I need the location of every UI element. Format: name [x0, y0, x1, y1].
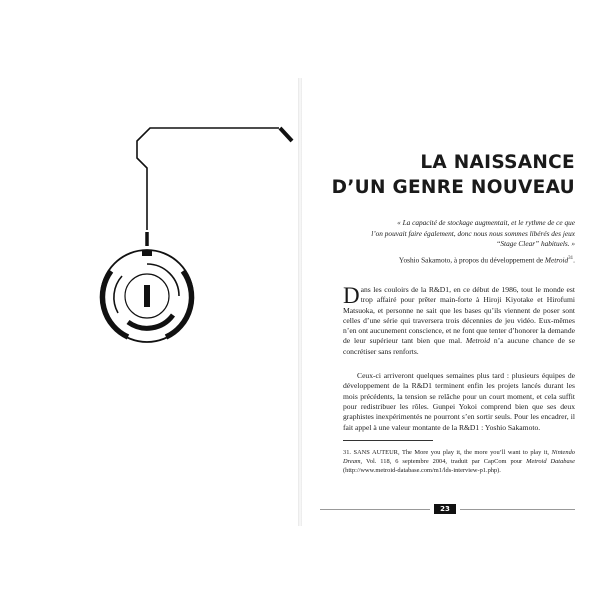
emblem-thick-arc [166, 271, 192, 337]
drop-cap: D [343, 283, 360, 308]
epigraph-quote [320, 218, 575, 250]
epigraph-attribution [320, 254, 575, 265]
page-number: 23 [434, 504, 456, 514]
emblem-notch [142, 250, 152, 256]
footnote-text: (http://www.metroid-database.com/m1/lds-interview-p1.php). [343, 467, 501, 474]
body-text [343, 285, 575, 433]
attribution-work: Metroid [544, 255, 569, 265]
footnote-text: , Vol. 118, 6 septembre 2004, traduit par CapCom pour [360, 458, 523, 465]
folio-rule-left [320, 509, 430, 510]
epigraph-line: “Stage Clear” habituels. » [496, 239, 575, 248]
book-gutter [298, 78, 302, 526]
footnote-number: 31 [343, 449, 350, 456]
chapter-title-line: D’UN GENRE NOUVEAU [331, 177, 575, 198]
paragraph-text: n’a aucune chance de se concrétiser sans renforts. [343, 336, 575, 356]
footnote-source: Nintendo Dream [343, 449, 575, 465]
emblem-arc [114, 276, 122, 313]
emblem-arc [147, 264, 179, 296]
chapter-title [320, 150, 575, 200]
attribution-end: . [573, 255, 575, 265]
paragraph [343, 285, 575, 357]
paragraph-text: ans les couloirs de la R&D1, en ce début de 1986, tout le monde est trop affairé pour prêter main-forte à Hiroji Kiyotake et Hirofumi Matsuoka, et personne ne sait que les bases qu’ils viennent de poser sont celles d’une série qui traversera trois décennies de jeu vidéo. Eux-mêmes n’en ont aucunement conscience, et ne font que tenter d’honorer la demande de leur supérieur tant bien que mal. [343, 285, 575, 346]
paragraph-work-title: Metroid [465, 336, 491, 346]
footnote-text: . SANS AUTEUR, The More you play it, the more you’ll want to play it, [349, 449, 550, 456]
circuit-line [280, 128, 292, 141]
attribution-text: Yoshio Sakamoto, à propos du développement de [398, 255, 544, 265]
circuit-line [137, 128, 279, 230]
footnote-reference: 31 [568, 256, 574, 261]
chapter-title-line: LA NAISSANCE [420, 152, 575, 173]
footnote [343, 448, 575, 475]
epigraph-line: « La capacité de stockage augmentait, et le rythme de ce que [397, 218, 575, 227]
footnote-separator [343, 440, 433, 441]
folio-rule-right [460, 509, 575, 510]
paragraph: Ceux-ci arriveront quelques semaines plus tard : plusieurs équipes de développement de la R&D1 terminent enfin les projets lancés durant les mois précédents, la tension se relâche pour un court moment, et cela suffit pour redistribuer les rôles. Gunpei Yokoi comprend bien que ses deux graphistes inexpérimentés ne pourront s’en sortir seuls. Pour les encadrer, il fait appel à une valeur montante de la R&D1 : Yoshio Sakamoto. [343, 371, 575, 432]
epigraph-line: l’on pouvait faire également, donc nous nous sommes libérés des jeux [371, 228, 575, 238]
emblem-arc [128, 315, 173, 328]
footnote-translation-source: Metroid Database [526, 458, 575, 465]
emblem-center-bar [144, 285, 150, 307]
